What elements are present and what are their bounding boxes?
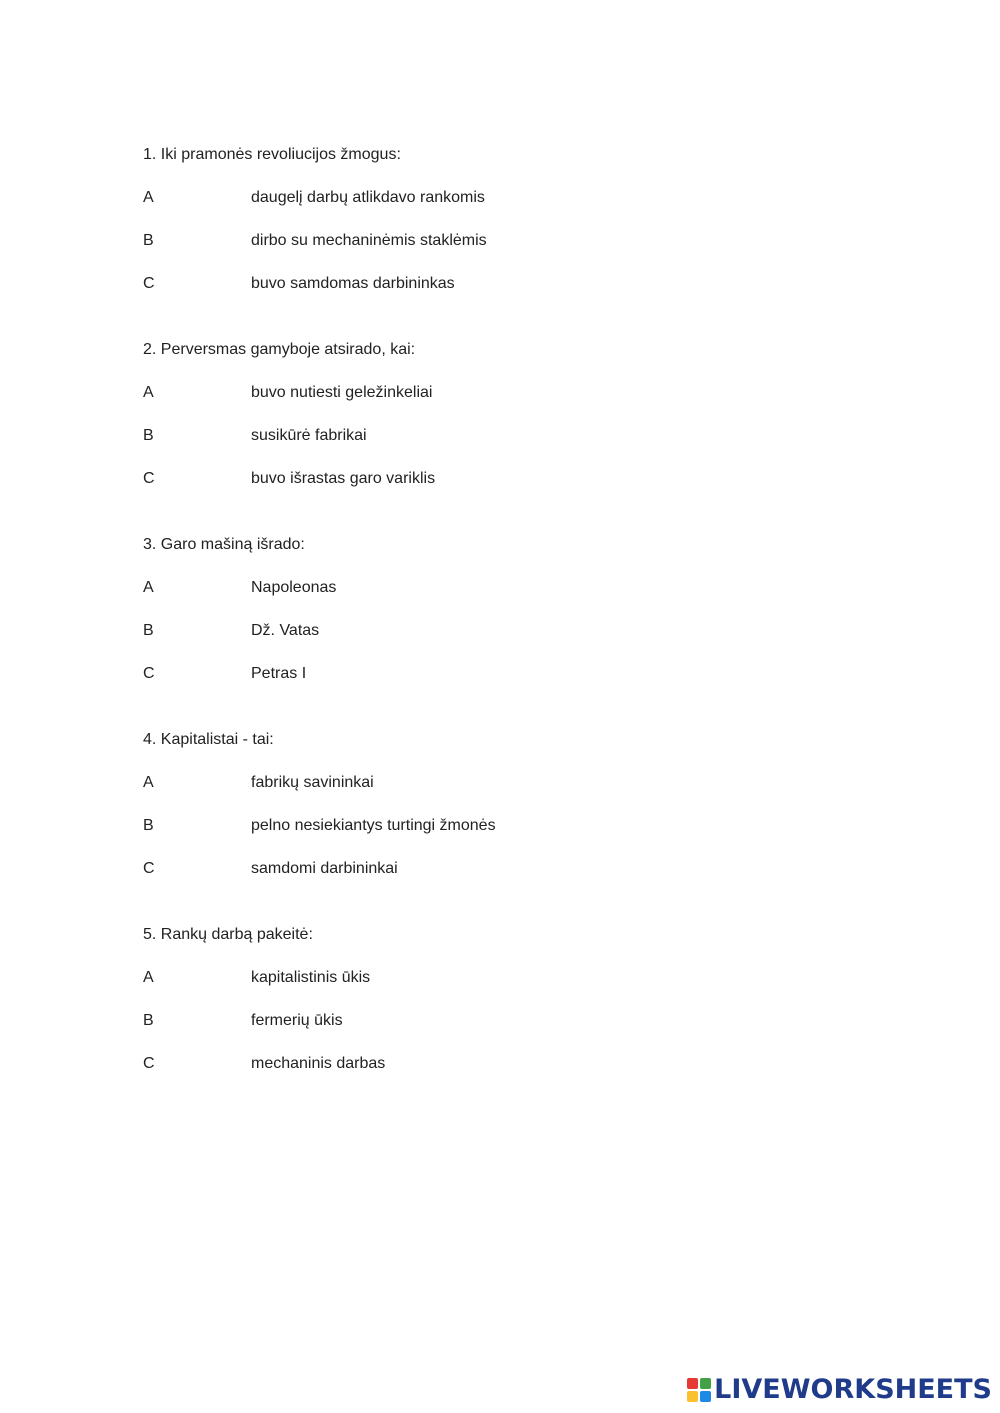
option-row[interactable] (143, 771, 863, 795)
question-text: 2. Perversmas gamyboje atsirado, kai: (143, 341, 416, 358)
option-row[interactable] (143, 381, 863, 405)
option-text: Dž. Vatas (251, 622, 320, 639)
option-letter: C (143, 860, 155, 877)
liveworksheets-logo-icon (687, 1378, 711, 1402)
question-text: 3. Garo mašiną išrado: (143, 536, 305, 553)
question-text: 5. Rankų darbą pakeitė: (143, 926, 313, 943)
question-block (143, 923, 863, 1076)
option-letter: B (143, 622, 154, 639)
liveworksheets-brand (687, 1373, 992, 1407)
option-text: daugelį darbų atlikdavo rankomis (251, 189, 485, 206)
option-text: susikūrė fabrikai (251, 427, 367, 444)
option-letter: B (143, 232, 154, 249)
option-text: Napoleonas (251, 579, 337, 596)
logo-square-green (700, 1378, 711, 1389)
option-text: samdomi darbininkai (251, 860, 398, 877)
option-row[interactable] (143, 662, 863, 686)
option-text: buvo samdomas darbininkas (251, 275, 455, 292)
option-text: Petras I (251, 665, 307, 682)
option-row[interactable] (143, 1052, 863, 1076)
brand-name: LIVEWORKSHEETS (714, 1374, 992, 1405)
option-letter: C (143, 275, 155, 292)
option-text: fermerių ūkis (251, 1012, 343, 1029)
option-letter: C (143, 1055, 155, 1072)
option-letter: C (143, 470, 155, 487)
option-row[interactable] (143, 576, 863, 600)
question-block (143, 338, 863, 491)
option-row[interactable] (143, 186, 863, 210)
quiz (143, 143, 863, 1118)
option-row[interactable] (143, 966, 863, 990)
option-row[interactable] (143, 229, 863, 253)
logo-square-yellow (687, 1391, 698, 1402)
option-letter: B (143, 1012, 154, 1029)
logo-square-red (687, 1378, 698, 1389)
option-row[interactable] (143, 619, 863, 643)
question-text: 1. Iki pramonės revoliucijos žmogus: (143, 146, 401, 163)
question-block (143, 143, 863, 296)
option-letter: C (143, 665, 155, 682)
option-text: buvo nutiesti geležinkeliai (251, 384, 433, 401)
option-letter: A (143, 774, 154, 791)
option-text: buvo išrastas garo variklis (251, 470, 436, 487)
option-letter: A (143, 579, 154, 596)
option-letter: A (143, 384, 154, 401)
option-letter: B (143, 427, 154, 444)
option-letter: B (143, 817, 154, 834)
option-letter: A (143, 189, 154, 206)
option-row[interactable] (143, 424, 863, 448)
option-row[interactable] (143, 814, 863, 838)
question-block (143, 533, 863, 686)
question-text: 4. Kapitalistai - tai: (143, 731, 274, 748)
option-row[interactable] (143, 272, 863, 296)
option-letter: A (143, 969, 154, 986)
option-text: kapitalistinis ūkis (251, 969, 371, 986)
question-block (143, 728, 863, 881)
option-text: pelno nesiekiantys turtingi žmonės (251, 817, 496, 834)
logo-square-blue (700, 1391, 711, 1402)
option-row[interactable] (143, 1009, 863, 1033)
option-row[interactable] (143, 857, 863, 881)
option-text: mechaninis darbas (251, 1055, 386, 1072)
option-text: dirbo su mechaninėmis staklėmis (251, 232, 487, 249)
option-text: fabrikų savininkai (251, 774, 374, 791)
option-row[interactable] (143, 467, 863, 491)
